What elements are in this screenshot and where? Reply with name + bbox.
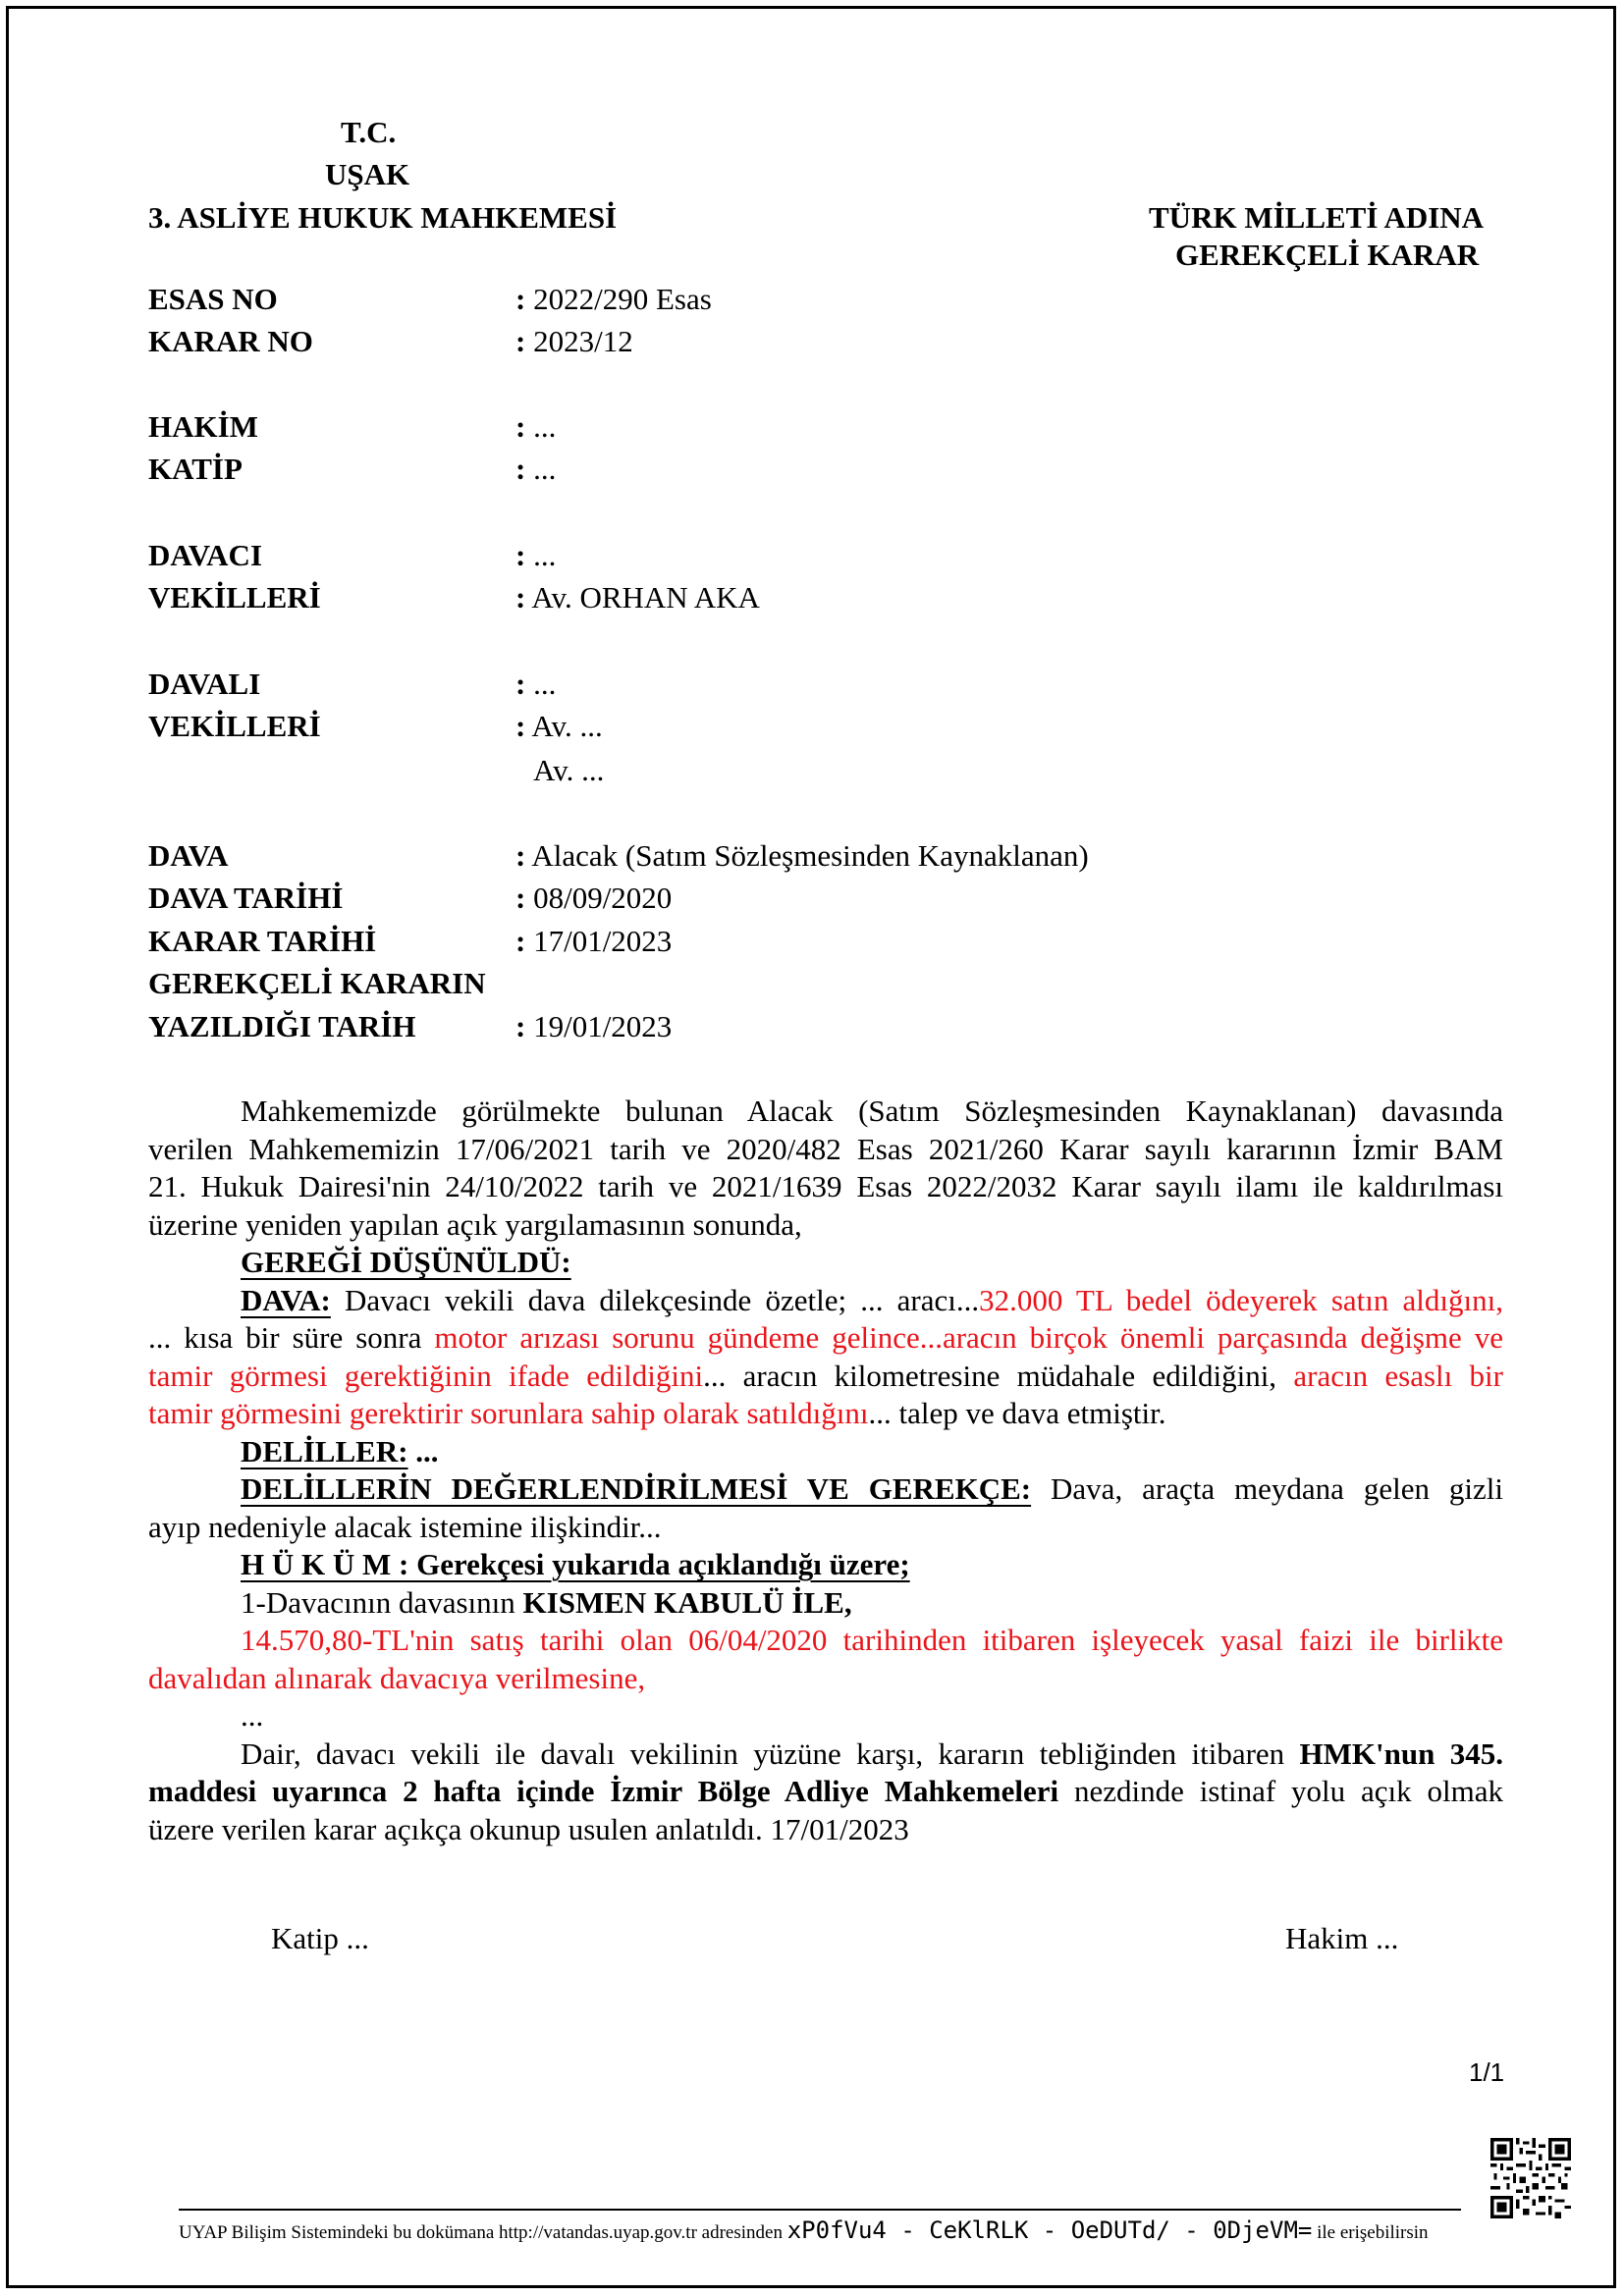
header-tc: T.C. <box>341 115 397 149</box>
davali-vekil-label: VEKİLLERİ <box>148 709 321 743</box>
deliller-value: ... <box>407 1433 439 1468</box>
gerekceli-label-2: YAZILDIĞI TARİH <box>148 1009 416 1043</box>
hukum-text-1a: 1-Davacının davasının <box>241 1584 523 1620</box>
davaci-vekil-label: VEKİLLERİ <box>148 580 321 614</box>
dava-value: Alacak (Satım Sözleşmesinden Kaynaklanan) <box>531 838 1089 873</box>
karar-no-row: : 2023/12 <box>515 324 633 358</box>
dair-line-1 <box>148 1735 1503 1774</box>
davaci-label: DAVACI <box>148 538 263 572</box>
davali-row: : ... <box>515 667 557 701</box>
dava-heading: DAVA: <box>241 1282 331 1317</box>
katip-label: KATİP <box>148 452 243 486</box>
footer <box>179 2216 1429 2244</box>
davali-vekil-value-2: Av. ... <box>533 753 605 787</box>
katip-value: ... <box>533 452 557 486</box>
dair-text-2a: maddesi uyarınca 2 hafta içinde İzmir Bölge Adliye Mahkemeleri <box>148 1774 1059 1808</box>
dava-line-1 <box>148 1282 1503 1320</box>
degerlendirme-heading: DELİLLERİN DEĞERLENDİRİLMESİ VE GEREKÇE: <box>241 1471 1032 1506</box>
degerlendirme-text-1: Dava, araçta meydana gelen gizli <box>1031 1471 1503 1506</box>
davaci-vekil-value: Av. ORHAN AKA <box>531 580 760 614</box>
footer-prefix: UYAP Bilişim Sistemindeki bu dokümana http://vatandas.uyap.gov.tr adresinden <box>179 2222 787 2243</box>
gerekceli-row: : 19/01/2023 <box>515 1009 673 1043</box>
davaci-value: ... <box>533 538 557 572</box>
degerlendirme-line-2: ayıp nedeniyle alacak istemine ilişkindir... <box>148 1509 662 1544</box>
hukum-row <box>148 1546 1503 1584</box>
degerlendirme-line-1 <box>148 1470 1503 1509</box>
dair-text-2b: nezdinde istinaf yolu açık olmak <box>1058 1774 1504 1808</box>
dair-line-2 <box>148 1773 1503 1811</box>
davaci-row: : ... <box>515 538 557 572</box>
hukum-line-2: 14.570,80-TL'nin satış tarihi olan 06/04/2020 tarihinden itibaren işleyecek yasal faizi ile birlikte <box>241 1623 1503 1657</box>
dava-text-1a: Davacı vekili dava dilekçesinde özetle; ... aracı... <box>330 1282 980 1317</box>
qr-code-icon <box>1490 2138 1571 2218</box>
intro-line-2: verilen Mahkememizin 17/06/2021 tarih ve 2020/482 Esas 2021/260 Karar sayılı kararının İzmir BAM <box>148 1131 1503 1166</box>
deliller-heading: DELİLLER: <box>241 1433 408 1468</box>
hukum-heading: H Ü K Ü M : Gerekçesi yukarıda açıklandığı üzere; <box>241 1547 910 1581</box>
dava-tarihi-label: DAVA TARİHİ <box>148 881 344 915</box>
katip-row: : ... <box>515 452 557 486</box>
dava-line-3 <box>148 1358 1503 1396</box>
karar-tarihi-label: KARAR TARİHİ <box>148 924 377 958</box>
gerekceli-label-1: GEREKÇELİ KARARIN <box>148 966 486 1000</box>
esas-no-label: ESAS NO <box>148 282 278 316</box>
hukum-ellipsis: ... <box>241 1698 264 1733</box>
court-name: 3. ASLİYE HUKUK MAHKEMESİ <box>148 200 618 235</box>
dair-text-1a: Dair, davacı vekili ile davalı vekilinin yüzüne karşı, kararın tebliğinden itibaren <box>241 1735 1300 1771</box>
davali-vekil-value-1: Av. ... <box>531 709 603 743</box>
dava-label: DAVA <box>148 838 229 873</box>
katip-signature: Katip ... <box>271 1921 369 1955</box>
nation-title: TÜRK MİLLETİ ADINA <box>1149 200 1485 235</box>
footer-code: xP0fVu4 - CeKlRLK - OeDUTd/ - 0DjeVM= <box>786 2216 1313 2244</box>
geregi-row <box>148 1244 1503 1282</box>
header-city: UŞAK <box>325 157 410 191</box>
davali-value: ... <box>533 667 557 701</box>
decision-type: GEREKÇELİ KARAR <box>1175 238 1480 272</box>
karar-tarihi-value: 17/01/2023 <box>533 924 673 958</box>
esas-no-value: 2022/290 Esas <box>533 282 712 316</box>
dava-text-2b: motor arızası sorunu gündeme gelince...aracın birçok önemli parçasında değişme ve <box>434 1320 1503 1355</box>
dava-line-4 <box>148 1395 1503 1433</box>
footer-divider <box>179 2209 1461 2211</box>
dava-text-1b: 32.000 TL bedel ödeyerek satın aldığını, <box>979 1282 1503 1317</box>
karar-tarihi-row: : 17/01/2023 <box>515 924 673 958</box>
decision-body <box>148 1093 1503 1848</box>
dava-text-4a: tamir görmesini gerektirir sorunlara sahip olarak satıldığını <box>148 1396 869 1430</box>
karar-no-value: 2023/12 <box>533 324 633 358</box>
dava-text-2a: ... kısa bir süre sonra <box>148 1320 435 1355</box>
davali-vekil-row: : Av. ... <box>515 709 603 743</box>
hakim-label: HAKİM <box>148 409 258 444</box>
dava-line-2 <box>148 1319 1503 1358</box>
hakim-row: : ... <box>515 409 557 444</box>
dava-text-3c: aracın esaslı bir <box>1293 1358 1503 1393</box>
hukum-line-3: davalıdan alınarak davacıya verilmesine, <box>148 1660 646 1695</box>
davaci-vekil-row: : Av. ORHAN AKA <box>515 580 760 614</box>
dair-text-1b: HMK'nun 345. <box>1299 1735 1503 1771</box>
hukum-line-1 <box>148 1584 1503 1623</box>
dava-tarihi-row: : 08/09/2020 <box>515 881 673 915</box>
karar-no-label: KARAR NO <box>148 324 313 358</box>
davali-label: DAVALI <box>148 667 261 701</box>
hukum-text-1b: KISMEN KABULÜ İLE, <box>522 1584 852 1620</box>
dava-tarihi-value: 08/09/2020 <box>533 881 673 915</box>
page-number: 1/1 <box>1469 2057 1505 2087</box>
gerekceli-value: 19/01/2023 <box>533 1009 673 1043</box>
intro-line-4: üzerine yeniden yapılan açık yargılamasının sonunda, <box>148 1206 802 1242</box>
intro-line-1: Mahkememizde görülmekte bulunan Alacak (Satım Sözleşmesinden Kaynaklanan) davasında <box>241 1094 1503 1128</box>
dair-line-3: üzere verilen karar açıkça okunup usulen anlatıldı. 17/01/2023 <box>148 1811 909 1846</box>
dava-text-3a: tamir görmesi gerektiğinin ifade edildiğini <box>148 1358 704 1393</box>
intro-line-3: 21. Hukuk Dairesi'nin 24/10/2022 tarih ve 2021/1639 Esas 2022/2032 Karar sayılı ilamı ile kaldırılması <box>148 1169 1503 1203</box>
hakim-value: ... <box>533 409 557 444</box>
hakim-signature: Hakim ... <box>1285 1921 1399 1955</box>
dava-text-4b: ... talep ve dava etmiştir. <box>868 1396 1166 1430</box>
dava-row: : Alacak (Satım Sözleşmesinden Kaynaklanan) <box>515 838 1089 873</box>
esas-no-row: : 2022/290 Esas <box>515 282 712 316</box>
geregi-heading: GEREĞİ DÜŞÜNÜLDÜ: <box>241 1245 571 1279</box>
dava-text-3b: ... aracın kilometresine müdahale edildiğini, <box>703 1358 1294 1393</box>
footer-suffix: ile erişebilirsin <box>1312 2222 1429 2243</box>
deliller-row <box>148 1433 1503 1471</box>
